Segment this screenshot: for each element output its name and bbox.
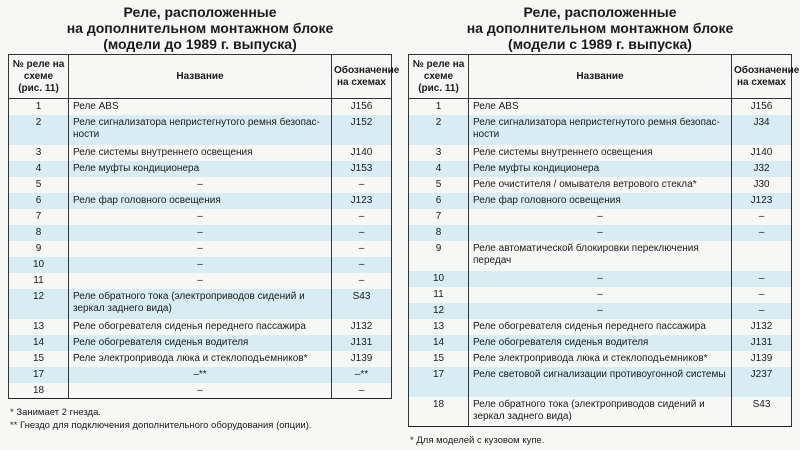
relay-number-cell: 10 xyxy=(9,257,69,273)
designation-cell: J30 xyxy=(732,177,792,193)
footnote: * Занимает 2 гнезда. xyxy=(10,407,102,418)
designation-cell xyxy=(732,241,792,271)
relay-name-cell: – xyxy=(69,257,332,273)
designation-cell: – xyxy=(332,383,392,399)
designation-cell: J131 xyxy=(332,335,392,351)
table-row xyxy=(9,273,392,289)
relay-number-cell: 4 xyxy=(409,161,469,177)
header-relay-number: № реле на схеме (рис. 11) xyxy=(9,55,69,99)
table-row xyxy=(409,145,792,161)
table-row xyxy=(9,335,392,351)
designation-cell: J156 xyxy=(732,99,792,115)
relay-name-cell: – xyxy=(69,225,332,241)
relay-name-cell: Реле обогревателя сиденья переднего пассажира xyxy=(469,319,732,335)
designation-cell: – xyxy=(732,271,792,287)
designation-cell: – xyxy=(332,225,392,241)
table-row xyxy=(9,383,392,399)
relay-number-cell: 5 xyxy=(9,177,69,193)
table-row xyxy=(9,115,392,145)
right-panel xyxy=(408,0,800,447)
table-row xyxy=(9,319,392,335)
relay-number-cell: 4 xyxy=(9,161,69,177)
header-relay-number: № реле на схеме (рис. 11) xyxy=(409,55,469,99)
designation-cell: J123 xyxy=(332,193,392,209)
designation-cell: – xyxy=(332,273,392,289)
footnote: * Для моделей с кузовом купе. xyxy=(410,435,545,446)
relay-number-cell: 14 xyxy=(409,335,469,351)
relay-name-cell: Реле муфты кондиционера xyxy=(69,161,332,177)
relay-name-cell: Реле автоматической блокировки переключения передач xyxy=(469,241,732,271)
designation-cell: J237 xyxy=(732,367,792,397)
relay-name-cell: – xyxy=(69,209,332,225)
relay-name-cell: – xyxy=(469,287,732,303)
table-row xyxy=(9,145,392,161)
table-row xyxy=(409,271,792,287)
relay-number-cell: 18 xyxy=(9,383,69,399)
relay-name-cell: Реле сигнализатора непристегнутого ремня безопас-ности xyxy=(469,115,732,145)
relay-number-cell: 12 xyxy=(409,303,469,319)
title-line: Реле, расположенные xyxy=(123,4,277,20)
table-row xyxy=(9,367,392,383)
footnote: ** Гнездо для подключения дополнительного оборудования (опции). xyxy=(10,420,312,431)
relay-number-cell: 6 xyxy=(9,193,69,209)
relay-name-cell: Реле системы внутреннего освещения xyxy=(69,145,332,161)
relay-number-cell: 15 xyxy=(409,351,469,367)
relay-name-cell: – xyxy=(69,273,332,289)
header-designation: Обозначение на схемах xyxy=(332,55,392,99)
designation-cell: J131 xyxy=(732,335,792,351)
relay-number-cell: 2 xyxy=(409,115,469,145)
title-line: на дополнительном монтажном блоке xyxy=(466,20,734,36)
table-row xyxy=(409,397,792,427)
relay-number-cell: 15 xyxy=(9,351,69,367)
left-panel xyxy=(8,0,400,432)
table-row xyxy=(409,303,792,319)
designation-cell: – xyxy=(732,303,792,319)
relay-number-cell: 11 xyxy=(9,273,69,289)
relay-name-cell: Реле очистителя / омывателя ветрового стекла* xyxy=(469,177,732,193)
table-row xyxy=(9,209,392,225)
right-relay-table xyxy=(408,54,800,427)
title-line: на дополнительном монтажном блоке xyxy=(66,20,334,36)
relay-name-cell: Реле обогревателя сиденья переднего пассажира xyxy=(69,319,332,335)
table-row xyxy=(9,241,392,257)
designation-cell: – xyxy=(732,209,792,225)
relay-name-cell: –** xyxy=(69,367,332,383)
table-row xyxy=(9,99,392,115)
relay-name-cell: – xyxy=(469,209,732,225)
designation-cell: – xyxy=(332,177,392,193)
designation-cell: –** xyxy=(332,367,392,383)
designation-cell: J140 xyxy=(332,145,392,161)
relay-name-cell: Реле обогревателя сиденья водителя xyxy=(69,335,332,351)
designation-cell: – xyxy=(732,287,792,303)
designation-cell: – xyxy=(332,209,392,225)
relay-name-cell: – xyxy=(469,303,732,319)
designation-cell: J152 xyxy=(332,115,392,145)
relay-number-cell: 12 xyxy=(9,289,69,319)
header-name: Название xyxy=(469,55,732,99)
title-line: Реле, расположенные xyxy=(523,4,677,20)
table-row xyxy=(9,225,392,241)
relay-number-cell: 14 xyxy=(9,335,69,351)
left-table-body xyxy=(9,99,392,399)
table-row xyxy=(409,241,792,271)
header-designation: Обозначение на схемах xyxy=(732,55,792,99)
right-table-title xyxy=(408,0,792,54)
designation-cell: – xyxy=(332,241,392,257)
relay-name-cell: Реле электропривода люка и стеклоподъемников* xyxy=(69,351,332,367)
designation-cell: – xyxy=(332,257,392,273)
header-name: Название xyxy=(69,55,332,99)
table-header-row xyxy=(409,55,792,99)
designation-cell: S43 xyxy=(732,397,792,427)
relay-name-cell: – xyxy=(69,241,332,257)
relay-name-cell: Реле муфты кондиционера xyxy=(469,161,732,177)
relay-number-cell: 10 xyxy=(409,271,469,287)
relay-number-cell: 5 xyxy=(409,177,469,193)
relay-name-cell: Реле световой сигнализации противоугонной системы xyxy=(469,367,732,397)
left-table-title xyxy=(8,0,392,54)
designation-cell: J34 xyxy=(732,115,792,145)
relay-name-cell: Реле ABS xyxy=(469,99,732,115)
relay-name-cell: Реле сигнализатора непристегнутого ремня безопас-ности xyxy=(69,115,332,145)
relay-number-cell: 8 xyxy=(9,225,69,241)
relay-name-cell: – xyxy=(469,271,732,287)
relay-name-cell: Реле системы внутреннего освещения xyxy=(469,145,732,161)
title-line: (модели до 1989 г. выпуска) xyxy=(103,36,297,52)
table-row xyxy=(409,99,792,115)
relay-number-cell: 7 xyxy=(409,209,469,225)
table-row xyxy=(409,225,792,241)
relay-number-cell: 17 xyxy=(409,367,469,397)
table-row xyxy=(9,161,392,177)
table-row xyxy=(409,367,792,397)
relay-name-cell: Реле электропривода люка и стеклоподъемников* xyxy=(469,351,732,367)
designation-cell: J32 xyxy=(732,161,792,177)
table-row xyxy=(409,319,792,335)
designation-cell: – xyxy=(732,225,792,241)
relay-number-cell: 3 xyxy=(409,145,469,161)
relay-number-cell: 7 xyxy=(9,209,69,225)
relay-name-cell: Реле обратного тока (электроприводов сидений и зеркал заднего вида) xyxy=(69,289,332,319)
relay-number-cell: 11 xyxy=(409,287,469,303)
designation-cell: S43 xyxy=(332,289,392,319)
relay-number-cell: 17 xyxy=(9,367,69,383)
relay-name-cell: – xyxy=(69,383,332,399)
relay-number-cell: 3 xyxy=(9,145,69,161)
table-header-row xyxy=(9,55,392,99)
designation-cell: J123 xyxy=(732,193,792,209)
relay-number-cell: 8 xyxy=(409,225,469,241)
relay-name-cell: – xyxy=(69,177,332,193)
relay-number-cell: 9 xyxy=(9,241,69,257)
table-row xyxy=(409,351,792,367)
table-row xyxy=(409,209,792,225)
table-row xyxy=(9,289,392,319)
designation-cell: J139 xyxy=(332,351,392,367)
table-row xyxy=(9,257,392,273)
relay-name-cell: Реле фар головного освещения xyxy=(69,193,332,209)
left-relay-table xyxy=(8,54,400,399)
table-row xyxy=(409,193,792,209)
relay-number-cell: 18 xyxy=(409,397,469,427)
relay-number-cell: 13 xyxy=(9,319,69,335)
designation-cell: J139 xyxy=(732,351,792,367)
relay-number-cell: 1 xyxy=(409,99,469,115)
designation-cell: J132 xyxy=(732,319,792,335)
relay-number-cell: 9 xyxy=(409,241,469,271)
title-line: (модели с 1989 г. выпуска) xyxy=(508,36,692,52)
relay-name-cell: Реле фар головного освещения xyxy=(469,193,732,209)
relay-name-cell: Реле ABS xyxy=(69,99,332,115)
table-row xyxy=(409,335,792,351)
table-row xyxy=(409,115,792,145)
relay-number-cell: 6 xyxy=(409,193,469,209)
designation-cell: J140 xyxy=(732,145,792,161)
designation-cell: J156 xyxy=(332,99,392,115)
relay-number-cell: 13 xyxy=(409,319,469,335)
relay-name-cell: – xyxy=(469,225,732,241)
right-table-body xyxy=(409,99,792,427)
table-row xyxy=(9,351,392,367)
relay-name-cell: Реле обогревателя сиденья водителя xyxy=(469,335,732,351)
relay-name-cell: Реле обратного тока (электроприводов сидений и зеркал заднего вида) xyxy=(469,397,732,427)
designation-cell: J153 xyxy=(332,161,392,177)
designation-cell: J132 xyxy=(332,319,392,335)
relay-number-cell: 1 xyxy=(9,99,69,115)
table-row xyxy=(9,177,392,193)
table-row xyxy=(9,193,392,209)
table-row xyxy=(409,177,792,193)
table-row xyxy=(409,287,792,303)
relay-number-cell: 2 xyxy=(9,115,69,145)
table-row xyxy=(409,161,792,177)
